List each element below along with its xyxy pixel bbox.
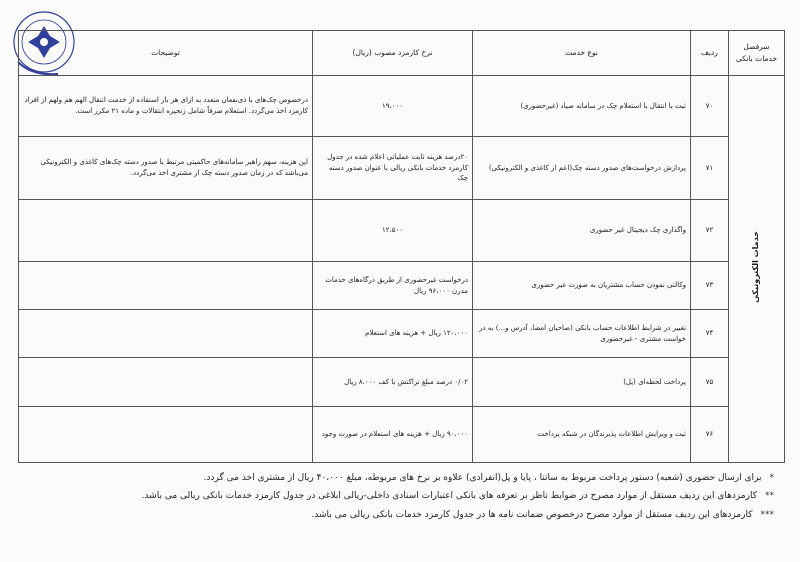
table-row (19, 261, 785, 309)
service-type: وکالتی نمودن حساب مشتریان به صورت غیر حضوری (473, 261, 691, 309)
notes: این هزینه، سهم راهبر سامانه‌های حاکمیتی مرتبط با صدور دسته چک‌های کاغذی و الکترونیکی می‌باشد که در زمان صدور دسته چک از مشتری اخذ می‌گردد. (19, 137, 313, 199)
service-type: واگذاری چک دیجیتال غیر حضوری (473, 199, 691, 261)
fee-rate: ۱۲،۵۰۰ (313, 199, 473, 261)
table-row (19, 137, 785, 199)
row-number: ۷۲ (691, 199, 729, 261)
service-type: تغییر در شرایط اطلاعات حساب بانکی (صاحبان امضا، آدرس و...) به در خواست مشتری - غیرحضوری (473, 310, 691, 358)
service-type: ثبت یا انتقال یا استعلام چک در سامانه صیاد (غیرحضوری) (473, 76, 691, 137)
footnote (34, 491, 774, 501)
fee-table (18, 30, 785, 463)
row-number: ۷۶ (691, 406, 729, 462)
footnote-marker: *** (760, 510, 774, 520)
footnote-text: کارمزدهای این ردیف مستقل از موارد مصرح درخصوص ضمانت نامه ها در جدول کارمزد خدمات بانکی ریالی می باشد. (311, 510, 753, 520)
service-type: پرداخت لحظه‌ای (پل) (473, 358, 691, 406)
footnote-marker: ** (765, 491, 774, 501)
fee-rate: درخواست غیرحضوری از طریق درگاه‌های خدمات مدرن ۹۶،۰۰۰ ریال (313, 261, 473, 309)
table-row (19, 310, 785, 358)
header-service-type: نوع خدمت (473, 31, 691, 76)
notes (19, 358, 313, 406)
row-number: ۷۴ (691, 310, 729, 358)
notes (19, 406, 313, 462)
notes (19, 310, 313, 358)
notes: درخصوص چک‌های با ذی‌نفعان متعدد به ازای هر بار استفاده از خدمت انتقال الهم هم ولهم از افراد کارمزد اخذ می‌گردد. استعلام صرفاً شامل زنجیره انتقالات و ماده ۲۱ مکرر است. (19, 76, 313, 137)
row-number: ۷۰ (691, 76, 729, 137)
table-row (19, 358, 785, 406)
fee-rate: ۹۰،۰۰۰ ریال + هزینه های استعلام در صورت وجود (313, 406, 473, 462)
category-cell (729, 76, 785, 463)
service-type: ثبت و ویرایش اطلاعات پذیرندگان در شبکه پرداخت (473, 406, 691, 462)
footnote (34, 510, 774, 520)
fee-rate: ۲۰درصد هزینه ثابت عملیاتی اعلام شده در جدول کارمزد خدمات بانکی ریالی با عنوان صدور دسته چک (313, 137, 473, 199)
notes (19, 261, 313, 309)
header-row-number: ردیف (691, 31, 729, 76)
header-notes: توضیحات (19, 31, 313, 76)
footnote-marker: * (769, 473, 774, 483)
footnote (34, 473, 774, 483)
notes (19, 199, 313, 261)
footnote-text: برای ارسال حضوری (شعبه) دستور پرداخت مربوط به ساتنا ، پایا و پل(انفرادی) علاوه بر نرخ های مربوطه، مبلغ ۴۰،۰۰۰ ریال از مشتری اخذ می گردد. (203, 473, 762, 483)
row-number: ۷۳ (691, 261, 729, 309)
table-header-row (19, 31, 785, 76)
fee-rate: ۱۲۰،۰۰۰ ریال + هزینه های استعلام (313, 310, 473, 358)
row-number: ۷۵ (691, 358, 729, 406)
header-category: سرفصل خدمات بانکی (729, 31, 785, 76)
row-number: ۷۱ (691, 137, 729, 199)
service-type: پردازش درخواست‌های صدور دسته چک(اعم از کاغذی و الکترونیکی) (473, 137, 691, 199)
table-row (19, 76, 785, 137)
table-row (19, 199, 785, 261)
fee-rate: ۱۹،۰۰۰ (313, 76, 473, 137)
header-fee-rate: نرخ کارمزد مصوب (ریال) (313, 31, 473, 76)
fee-rate: ۰/۰۲ درصد مبلغ تراکنش با کف ۸،۰۰۰ ریال (313, 358, 473, 406)
footnote-text: کارمزدهای این ردیف مستقل از موارد مصرح در ضوابط ناظر بر تعرفه های بانکی اعتبارات اسنادی داخلی-ریالی ابلاغی در جدول کارمزد خدمات بانکی ریالی می باشد. (141, 491, 757, 501)
table-row (19, 406, 785, 462)
category-label: خدمات الکترونیکی (751, 231, 761, 303)
